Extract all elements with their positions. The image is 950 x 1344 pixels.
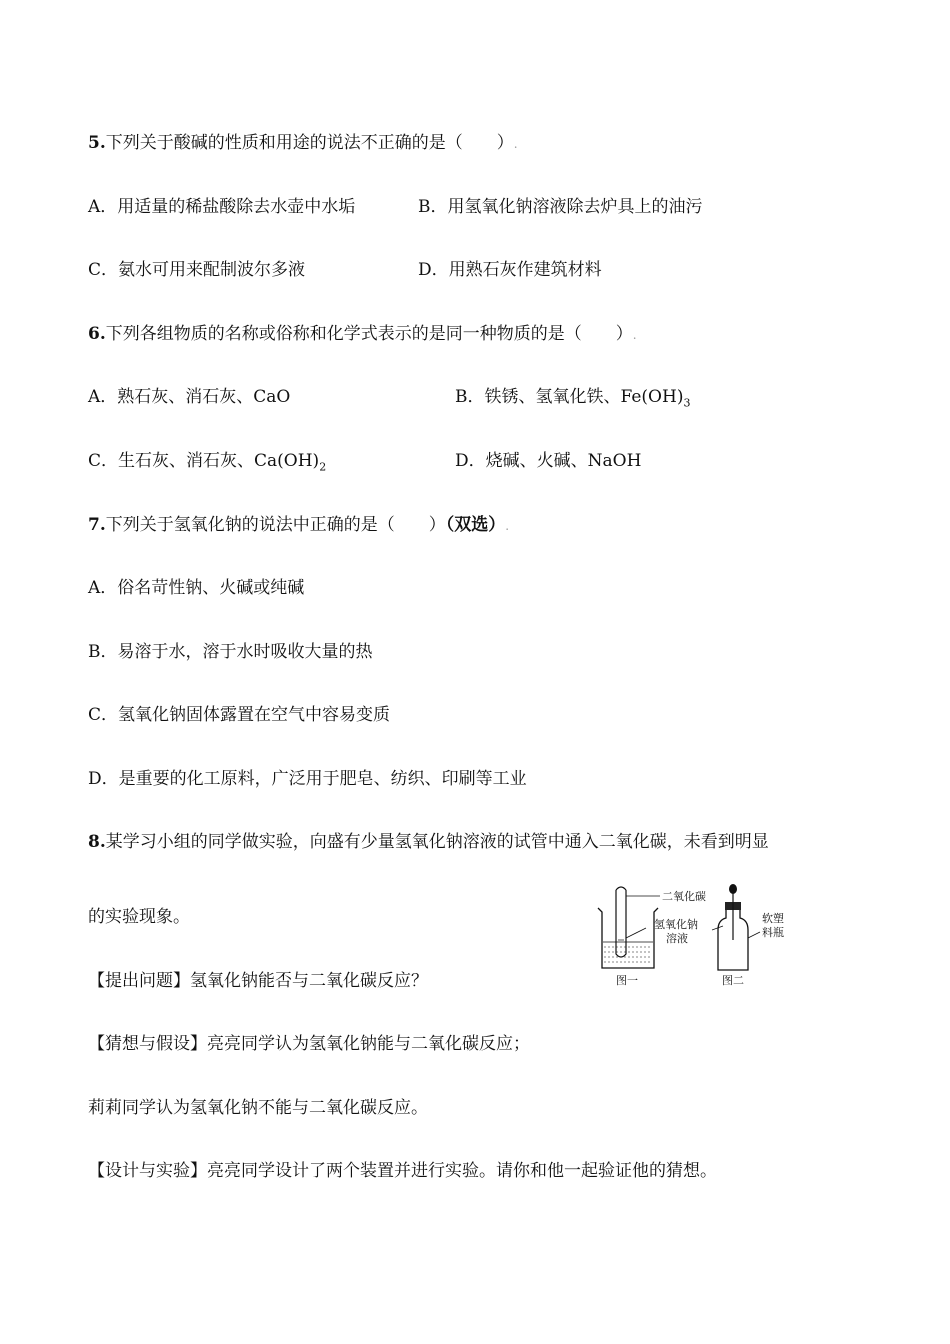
q5-stem-text: 下列关于酸碱的性质和用途的说法不正确的是（ ） xyxy=(105,133,514,153)
q8-number: 8. xyxy=(88,832,106,852)
q7-stem: 7.下列关于氢氧化钠的说法中正确的是（ ）（双选）. xyxy=(88,515,510,535)
q8-question: 【提出问题】氢氧化钠能否与二氧化碳反应？ xyxy=(88,971,428,991)
q6-option-b-subscript: 3 xyxy=(683,396,691,410)
q5-option-c: C．氨水可用来配制波尔多液 xyxy=(88,260,306,280)
q5-stem: 5.下列关于酸碱的性质和用途的说法不正确的是（ ）. xyxy=(88,133,518,153)
q5-option-d: D．用熟石灰作建筑材料 xyxy=(418,260,602,280)
q6-option-c-text: C．生石灰、消石灰、Ca(OH) xyxy=(88,451,320,471)
q6-option-b xyxy=(455,385,690,415)
q6-stem: 6.下列各组物质的名称或俗称和化学式表示的是同一种物质的是（ ）. xyxy=(88,324,637,344)
q6-option-c xyxy=(88,449,326,479)
q7-option-a: A．俗名苛性钠、火碱或纯碱 xyxy=(88,578,305,598)
label-bottle-1: 软塑 xyxy=(762,912,784,925)
label-naoh-1: 氢氧化钠 xyxy=(654,918,698,931)
label-co2: 二氧化碳 xyxy=(662,890,706,903)
q6-option-b-text: B．铁锈、氢氧化铁、Fe(OH) xyxy=(455,387,684,407)
q8-stem-text-1: 某学习小组的同学做实验，向盛有少量氢氧化钠溶液的试管中通入二氧化碳，未看到明显 xyxy=(105,832,769,852)
q6-stem-text: 下列各组物质的名称或俗称和化学式表示的是同一种物质的是（ ） xyxy=(105,324,633,344)
q8-stem-line1 xyxy=(88,830,769,854)
q8-stem-line2: 的实验现象。 xyxy=(88,907,190,927)
q6-option-c-subscript: 2 xyxy=(319,460,327,474)
q5-option-a: A．用适量的稀盐酸除去水壶中水垢 xyxy=(88,197,356,217)
q8-hypothesis-1: 【猜想与假设】亮亮同学认为氢氧化钠能与二氧化碳反应； xyxy=(88,1034,530,1054)
q6-option-a: A．熟石灰、消石灰、CaO xyxy=(88,387,291,407)
q5-number: 5. xyxy=(88,133,106,153)
q6-number: 6. xyxy=(88,324,106,344)
experiment-figure xyxy=(588,880,803,990)
q7-option-b: B．易溶于水，溶于水时吸收大量的热 xyxy=(88,642,373,662)
q7-number: 7. xyxy=(88,515,106,535)
q8-design: 【设计与实验】亮亮同学设计了两个装置并进行实验。请你和他一起验证他的猜想。 xyxy=(88,1161,717,1181)
label-naoh-2: 溶液 xyxy=(666,932,688,945)
q7-option-d: D．是重要的化工原料，广泛用于肥皂、纺织、印刷等工业 xyxy=(88,769,527,789)
q7-stem-text: 下列关于氢氧化钠的说法中正确的是（ ） xyxy=(105,515,446,535)
q7-note: （双选） xyxy=(445,515,506,535)
q5-option-b: B．用氢氧化钠溶液除去炉具上的油污 xyxy=(418,197,703,217)
bottle-apparatus xyxy=(712,884,760,970)
q6-option-d: D．烧碱、火碱、NaOH xyxy=(455,451,642,471)
caption-figure-2: 图二 xyxy=(722,974,744,987)
q7-option-c: C．氢氧化钠固体露置在空气中容易变质 xyxy=(88,705,391,725)
q8-hypothesis-2: 莉莉同学认为氢氧化钠不能与二氧化碳反应。 xyxy=(88,1098,428,1118)
caption-figure-1: 图一 xyxy=(616,974,638,987)
beaker-apparatus xyxy=(598,887,660,968)
label-bottle-2: 料瓶 xyxy=(762,926,784,939)
